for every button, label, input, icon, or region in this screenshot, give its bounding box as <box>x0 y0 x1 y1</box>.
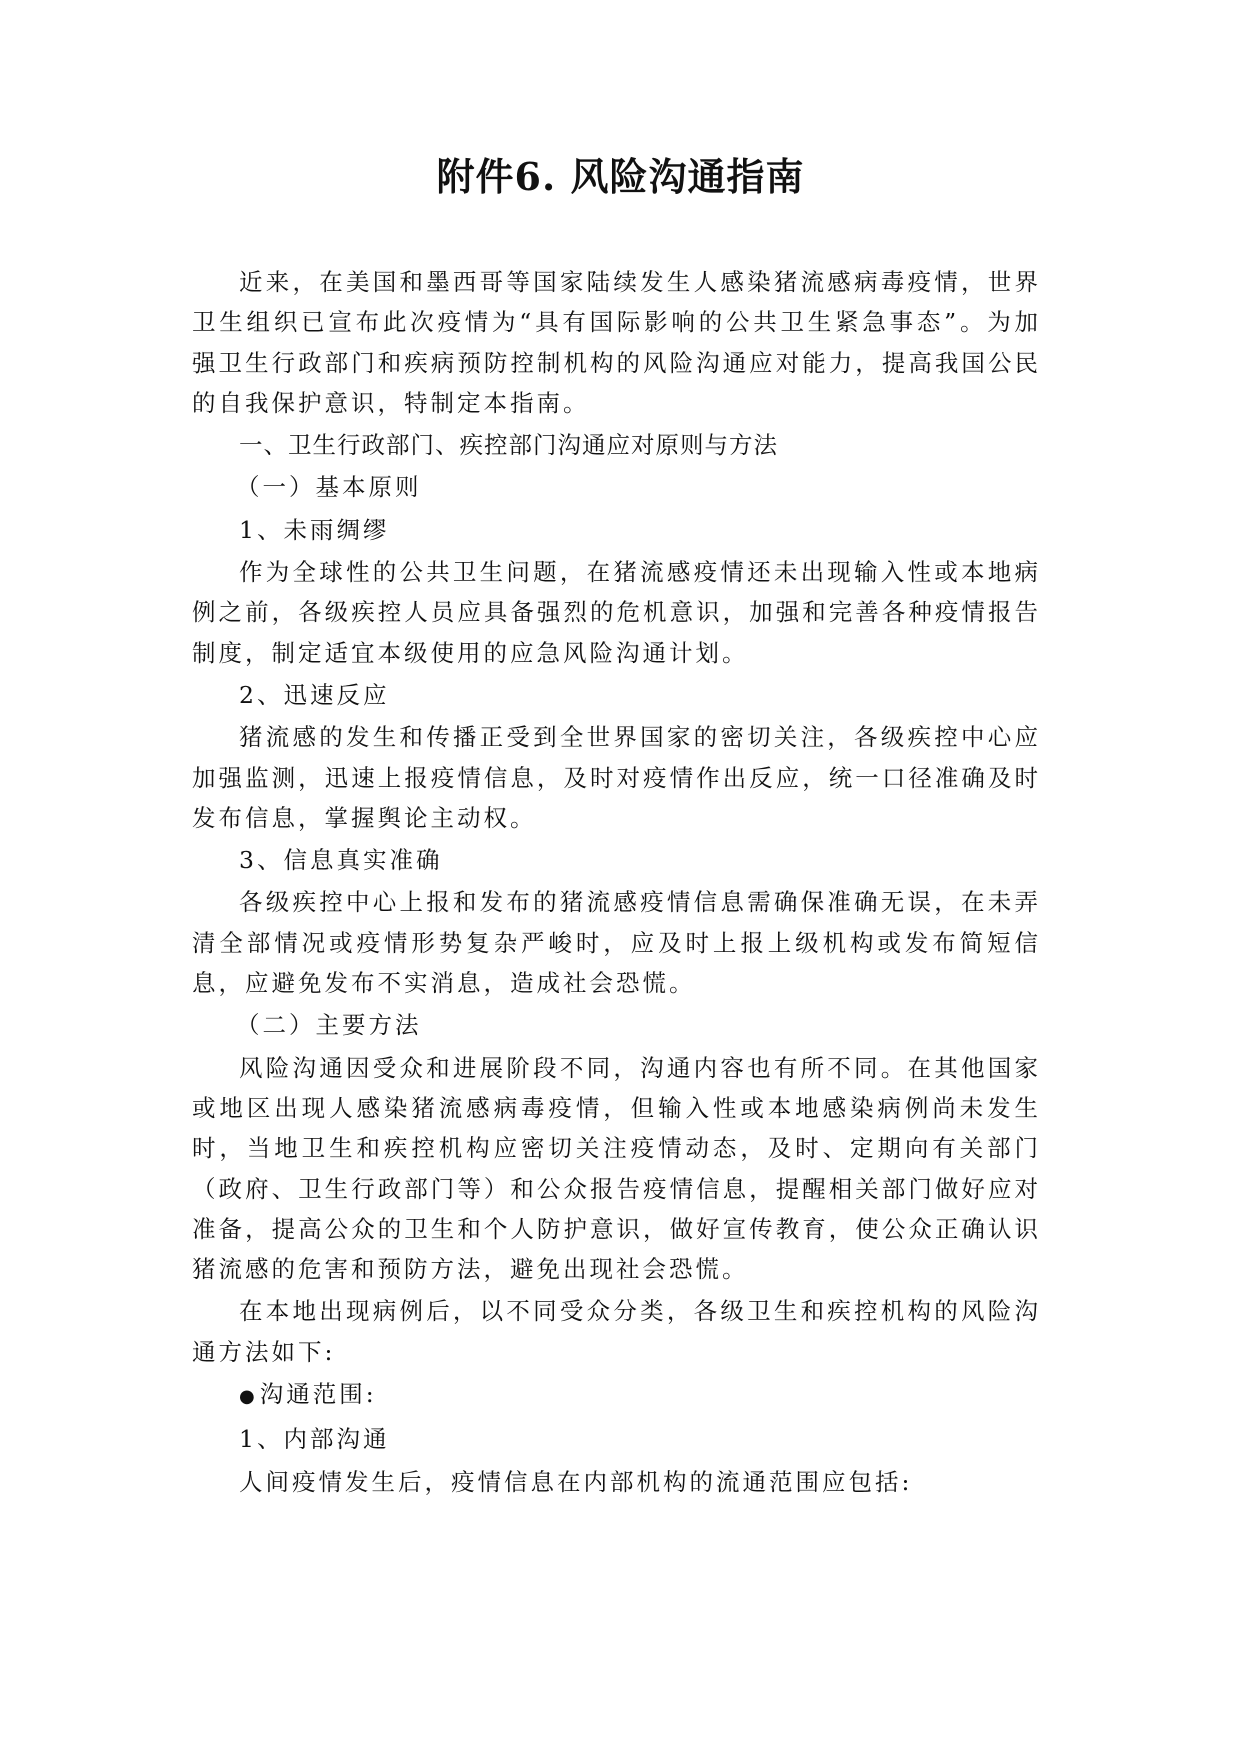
document-title: 附件6. 风险沟通指南 <box>436 154 805 199</box>
item-heading-internal: 1、内部沟通 <box>239 1425 390 1454</box>
subsection-heading-main-methods: （二）主要方法 <box>236 1011 422 1040</box>
intro-paragraph: 近来，在美国和墨西哥等国家陆续发生人感染猪流感病毒疫情，世界卫生组织已宣布此次疫情为“具有国际影响的公共卫生紧急事态”。为加强卫生行政部门和疾病预防控制机构的风险沟通应对能力，提高我国公民的自我保护意识，特制定本指南。 <box>192 268 1041 417</box>
paragraph-methods: 风险沟通因受众和进展阶段不同，沟通内容也有所不同。在其他国家或地区出现人感染猪流感病毒疫情，但输入性或本地感染病例尚未发生时，当地卫生和疾控机构应密切关注疫情动态，及时、定期向有关部门（政府、卫生行政部门等）和公众报告疫情信息，提醒相关部门做好应对准备，提高公众的卫生和个人防护意识，做好宣传教育，使公众正确认识猪流感的危害和预防方法，避免出现社会恐慌。 <box>192 1053 1041 1284</box>
item-heading-1: 1、未雨绸缪 <box>239 515 390 544</box>
paragraph-item-1: 作为全球性的公共卫生问题，在猪流感疫情还未出现输入性或本地病例之前，各级疾控人员应具备强烈的危机意识，加强和完善各种疫情报告制度，制定适宜本级使用的应急风险沟通计划。 <box>192 558 1041 667</box>
paragraph-local-cases: 在本地出现病例后，以不同受众分类，各级卫生和疾控机构的风险沟通方法如下: <box>192 1297 1041 1366</box>
document-body <box>192 262 1041 1504</box>
item-heading-2: 2、迅速反应 <box>239 680 390 709</box>
paragraph-item-3: 各级疾控中心上报和发布的猪流感疫情信息需确保准确无误，在未弄清全部情况或疫情形势复杂严峻时，应及时上报上级机构或发布简短信息，应避免发布不实消息，造成社会恐慌。 <box>192 888 1041 998</box>
item-heading-3: 3、信息真实准确 <box>239 846 443 875</box>
section-heading-1: 一、卫生行政部门、疾控部门沟通应对原则与方法 <box>239 431 778 460</box>
paragraph-internal: 人间疫情发生后，疫情信息在内部机构的流通范围应包括: <box>239 1467 913 1496</box>
bullet-icon: ● <box>239 1386 258 1408</box>
bullet-item-communication-scope <box>192 1374 1041 1417</box>
paragraph-item-2: 猪流感的发生和传播正受到全世界国家的密切关注，各级疾控中心应加强监测，迅速上报疫情信息，及时对疫情作出反应，统一口径准确及时发布信息，掌握舆论主动权。 <box>192 723 1041 832</box>
subsection-heading-basic-principles: （一）基本原则 <box>236 473 422 502</box>
bullet-item-label: 沟通范围: <box>259 1380 377 1409</box>
